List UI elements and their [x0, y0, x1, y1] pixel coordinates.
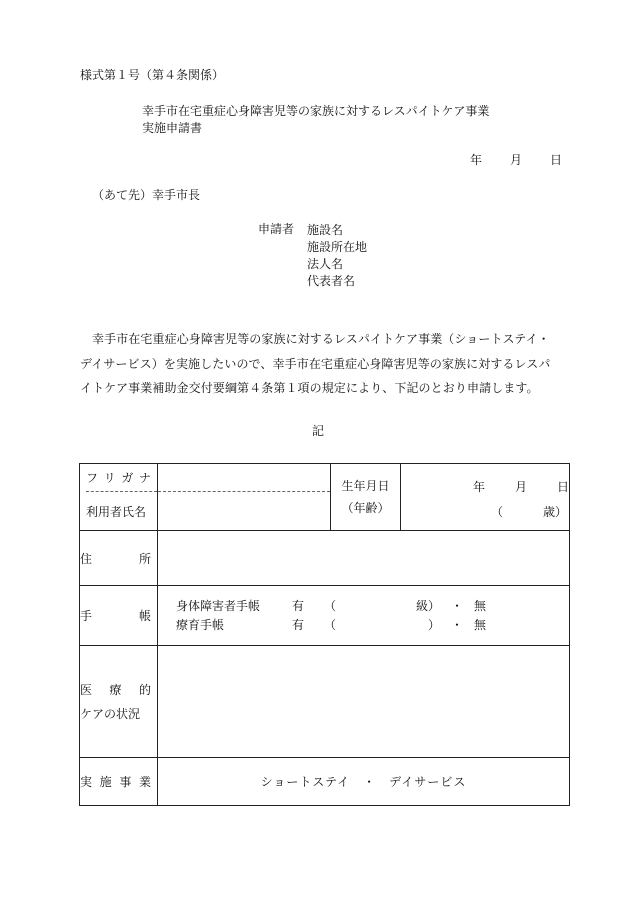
- birth-value-cell[interactable]: [401, 464, 570, 531]
- date-day: 日: [550, 153, 563, 167]
- application-body-text: 幸手市在宅重症心身障害児等の家族に対するレスパイトケア事業（ショートステイ・デイサービス）を実施したいので、幸手市在宅重症心身障害児等の家族に対するレスパイトケア事業補助金交付要綱第４条第１項の規定により、下記のとおり申請します。: [80, 332, 551, 395]
- address-label: 住 所: [80, 551, 151, 566]
- medical-care-label-cell: [80, 646, 158, 758]
- handbook-cell[interactable]: [158, 586, 570, 646]
- addressee: （あて先）幸手市長: [92, 188, 201, 202]
- applicant-label: 申請者: [258, 222, 295, 236]
- facility-address-label: 施設所在地: [307, 240, 368, 254]
- medical-care-label-1: 医 療 的: [80, 682, 151, 697]
- date-month: 月: [510, 153, 523, 167]
- applicant-fields: [307, 222, 367, 290]
- birth-label-cell: [331, 464, 401, 531]
- representative-name-label: 代表者名: [307, 274, 356, 288]
- title-line-2: 実施申請書: [142, 121, 203, 135]
- service-label-cell: [80, 758, 158, 806]
- name-label-cell: [80, 464, 158, 531]
- handbook-row-ryouiku: 療育手帳 有 （ ） ・ 無: [176, 617, 487, 632]
- facility-name-label: 施設名: [307, 223, 344, 237]
- user-name-label: 利用者氏名: [86, 504, 147, 519]
- handbook-label-cell: [80, 586, 158, 646]
- birth-label: 生年月日: [341, 479, 390, 493]
- age-open: （: [490, 505, 503, 519]
- service-options[interactable]: ショートステイ ・ デイサービス: [158, 758, 570, 806]
- handbook-label: 手 帳: [80, 609, 151, 623]
- furigana-input[interactable]: [158, 464, 330, 492]
- date-year: 年: [470, 153, 483, 167]
- form-number: 様式第１号（第４条関係）: [80, 68, 225, 82]
- application-table: [79, 463, 570, 806]
- document-title: [142, 103, 489, 137]
- birth-day: 日: [556, 480, 569, 494]
- address-label-cell: [80, 531, 158, 586]
- age-label: （年齢）: [341, 501, 390, 515]
- furigana-label: フ リ ガ ナ: [86, 464, 157, 492]
- user-name-cell[interactable]: [158, 464, 331, 531]
- medical-care-input[interactable]: [158, 646, 570, 758]
- title-line-1: 幸手市在宅重症心身障害児等の家族に対するレスパイトケア事業: [142, 104, 490, 118]
- ki-heading: 記: [312, 424, 325, 438]
- date-line: [470, 153, 562, 167]
- medical-care-label-2: ケアの状況: [80, 706, 141, 721]
- age-close: 歳）: [542, 505, 567, 519]
- user-name-input[interactable]: [158, 492, 330, 530]
- handbook-row-physical: 身体障害者手帳 有 （ 級） ・ 無: [176, 598, 487, 613]
- birth-month: 月: [514, 480, 527, 494]
- address-input[interactable]: [158, 531, 570, 586]
- service-label: 実 施 事 業: [80, 775, 151, 789]
- corporation-name-label: 法人名: [307, 257, 344, 271]
- birth-year: 年: [472, 480, 485, 494]
